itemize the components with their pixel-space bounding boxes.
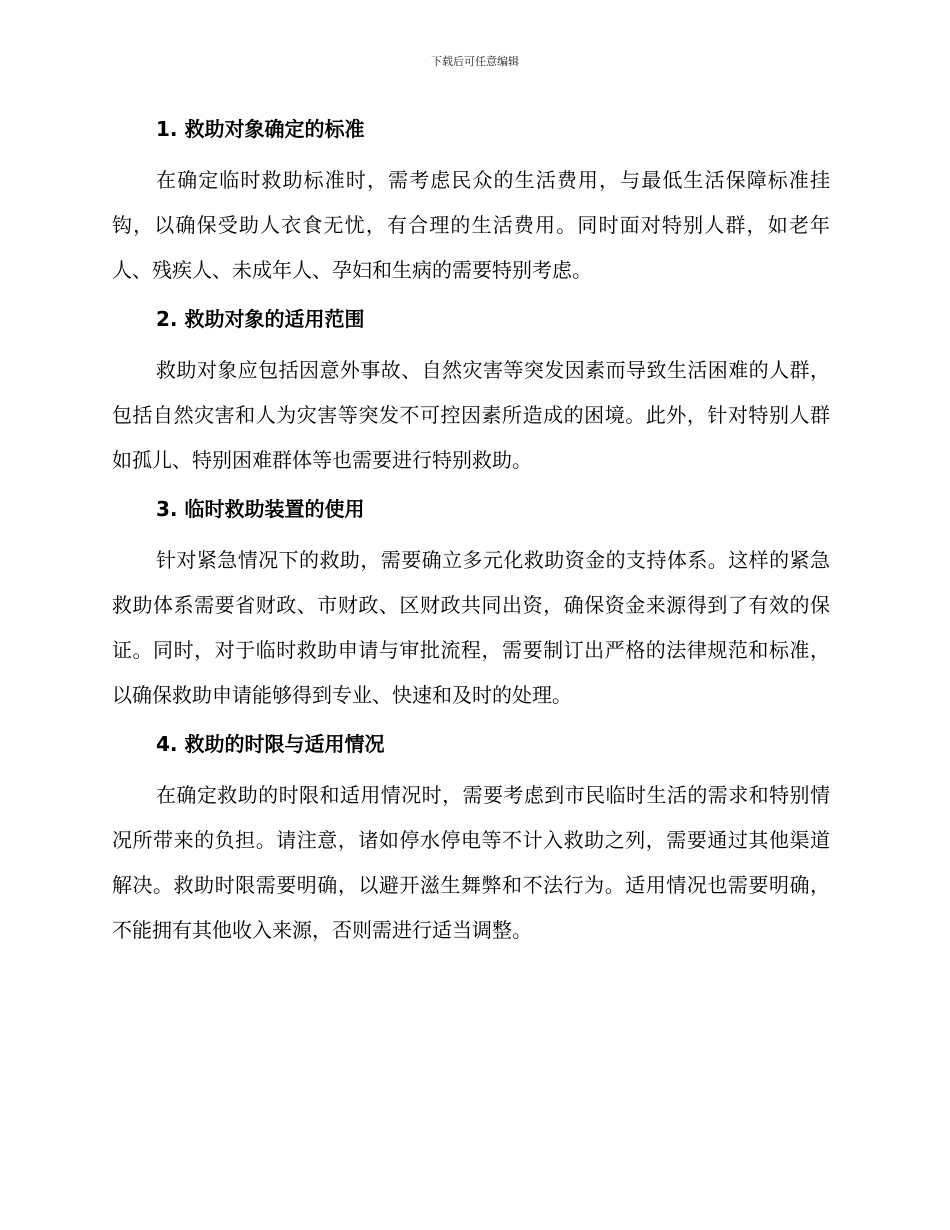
section-2 bbox=[112, 302, 830, 483]
section-heading: 2. 救助对象的适用范围 bbox=[156, 307, 365, 331]
section-paragraph: 在确定临时救助标准时，需考虑民众的生活费用，与最低生活保障标准挂钩，以确保受助人衣食无忧，有合理的生活费用。同时面对特别人群，如老年人、残疾人、未成年人、孕妇和生病的需要特别考虑。 bbox=[112, 168, 830, 282]
page-header: 下载后可任意编辑 bbox=[431, 55, 519, 68]
section-paragraph: 针对紧急情况下的救助，需要确立多元化救助资金的支持体系。这样的紧急救助体系需要省财政、市财政、区财政共同出资，确保资金来源得到了有效的保证。同时，对于临时救助申请与审批流程，需要制订出严格的法律规范和标准，以确保救助申请能够得到专业、快速和及时的处理。 bbox=[112, 548, 830, 707]
section-1 bbox=[112, 112, 830, 293]
document-body bbox=[112, 112, 830, 962]
section-heading: 3. 临时救助装置的使用 bbox=[156, 497, 365, 521]
section-3 bbox=[112, 492, 830, 718]
section-4 bbox=[112, 727, 830, 953]
section-paragraph: 救助对象应包括因意外事故、自然灾害等突发因素而导致生活困难的人群，包括自然灾害和人为灾害等突发不可控因素所造成的困境。此外，针对特别人群如孤儿、特别困难群体等也需要进行特别救助。 bbox=[112, 358, 830, 472]
section-heading: 4. 救助的时限与适用情况 bbox=[156, 732, 385, 756]
section-heading: 1. 救助对象确定的标准 bbox=[156, 117, 365, 141]
section-paragraph: 在确定救助的时限和适用情况时，需要考虑到市民临时生活的需求和特别情况所带来的负担。请注意，诸如停水停电等不计入救助之列，需要通过其他渠道解决。救助时限需要明确，以避开滋生舞弊和不法行为。适用情况也需要明确，不能拥有其他收入来源，否则需进行适当调整。 bbox=[112, 783, 830, 942]
